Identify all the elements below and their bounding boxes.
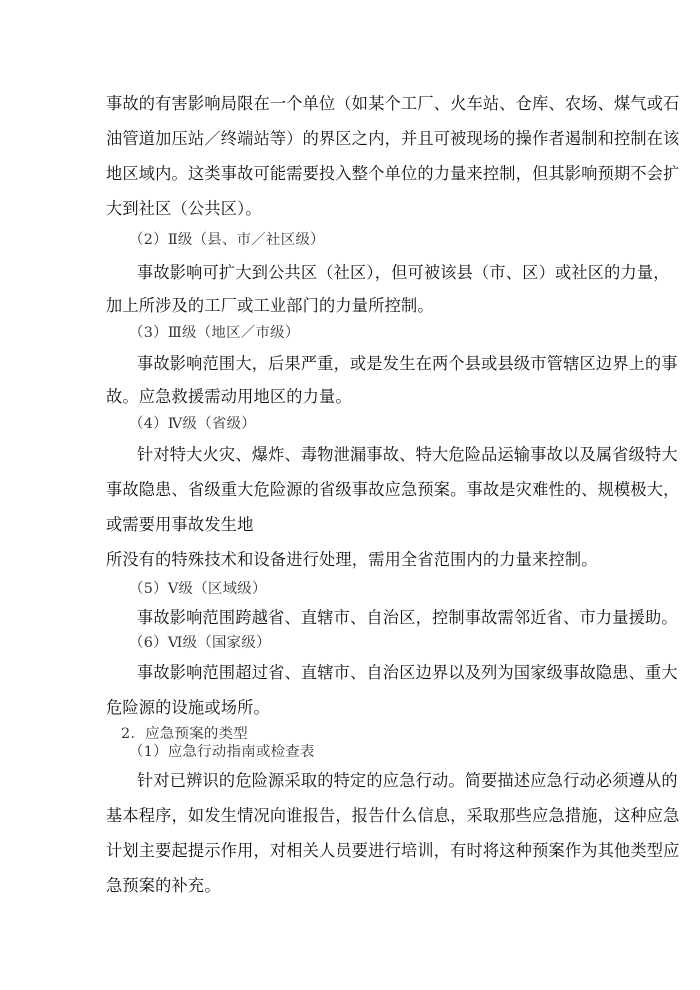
section-heading: （4）Ⅳ级（省级） (129, 416, 256, 432)
paragraph-line: 针对特大火灾、爆炸、毒物泄漏事故、特大危险品运输事故以及属省级特大 (137, 445, 678, 464)
section-heading: （6）Ⅵ级（国家级） (129, 635, 271, 651)
paragraph-line: 事故的有害影响局限在一个单位（如某个工厂、火车站、仓库、农场、煤气或石 (106, 94, 680, 113)
paragraph-line: 所没有的特殊技术和设备进行处理，需用全省范围内的力量来控制。 (106, 550, 598, 569)
section-heading: 2．应急预案的类型 (121, 726, 248, 742)
section-heading: （2）Ⅱ级（县、市／社区级） (129, 232, 325, 248)
paragraph-line: 计划主要起提示作用，对相关人员要进行培训，有时将这种预案作为其他类型应 (106, 841, 680, 860)
paragraph-line: 事故影响范围超过省、直辖市、自治区边界以及列为国家级事故隐患、重大 (137, 663, 678, 682)
paragraph-line: 油管道加压站／终端站等）的界区之内，并且可被现场的操作者遏制和控制在该 (106, 129, 680, 148)
paragraph-line: 事故影响可扩大到公共区（社区），但可被该县（市、区）或社区的力量， (137, 263, 670, 282)
paragraph-line: 针对已辨识的危险源采取的特定的应急行动。简要描述应急行动必须遵从的 (137, 771, 678, 790)
paragraph-line: 或需要用事故发生地 (106, 515, 254, 534)
paragraph-line: 事故影响范围跨越省、直辖市、自治区，控制事故需邻近省、市力量援助。 (137, 608, 678, 627)
paragraph-line: 故。应急救援需动用地区的力量。 (106, 387, 352, 406)
section-heading: （5）Ⅴ级（区域级） (129, 581, 267, 597)
paragraph-line: 基本程序，如发生情况向谁报告，报告什么信息，采取那些应急措施，这种应急 (106, 806, 680, 825)
paragraph-line: 地区域内。这类事故可能需要投入整个单位的力量来控制，但其影响预期不会扩 (106, 164, 680, 183)
paragraph-line: 大到社区（公共区）。 (106, 199, 262, 218)
section-heading: （1）应急行动指南或检查表 (129, 744, 315, 760)
paragraph-line: 事故影响范围大，后果严重，或是发生在两个县或县级市管辖区边界上的事 (137, 354, 678, 373)
paragraph-line: 加上所涉及的工厂或工业部门的力量所控制。 (106, 296, 434, 315)
section-heading: （3）Ⅲ级（地区／市级） (129, 325, 300, 341)
paragraph-line: 急预案的补充。 (106, 876, 221, 895)
paragraph-line: 事故隐患、省级重大危险源的省级事故应急预案。事故是灾难性的、规模极大， (106, 480, 680, 499)
paragraph-line: 危险源的设施或场所。 (106, 698, 270, 717)
